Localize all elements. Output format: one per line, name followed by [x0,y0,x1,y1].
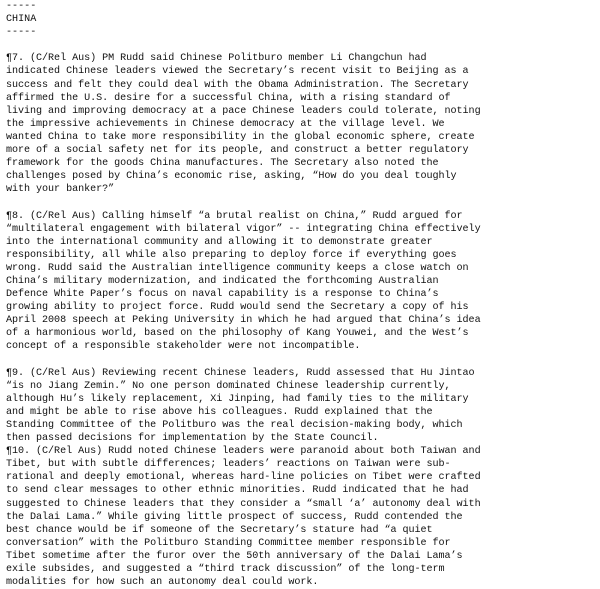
section-rule-top: ----- [6,1,37,12]
paragraph-line: China’s military modernization, and indicated the forthcoming Australian [6,275,439,287]
paragraph-line: best chance would be if someone of the Secretary’s stature had “a quiet [6,524,433,536]
paragraph-line: April 2008 speech at Peking University in which he had argued that China’s idea [6,315,481,327]
paragraph-line: wrong. Rudd said the Australian intelligence community keeps a close watch on [6,262,469,274]
paragraph-line: rational and deeply emotional, whereas hard-line policies on Tibet were crafted [6,472,481,484]
paragraph-line: Tibet, but with subtle differences; leaders’ reactions on Taiwan were sub- [6,459,451,471]
paragraph-line: then passed decisions for implementation by the State Council. [6,433,379,445]
paragraph-line: Tibet sometime after the furor over the 50th anniversary of the Dalai Lama’s [6,550,463,562]
paragraph-line: the Dalai Lama.” While giving little prospect of success, Rudd contended the [6,511,463,523]
paragraph-line: the impressive achievements in Chinese democracy at the village level. We [6,118,445,130]
section-rule-bottom: ----- [6,27,37,39]
paragraph-line: living and improving democracy at a pace Chinese leaders could tolerate, noting [6,105,481,117]
paragraph-p8 [6,210,596,354]
paragraph-p9 [6,367,596,446]
section-header [6,0,596,39]
paragraph-line: and might be able to rise above his colleagues. Rudd explained that the [6,406,433,418]
section-title: CHINA [6,14,37,26]
paragraph-line: ¶9. (C/Rel Aus) Reviewing recent Chinese leaders, Rudd assessed that Hu Jintao [6,367,475,379]
paragraph-line: modalities for how such an autonomy deal could work. [6,577,319,589]
paragraph-line: conversation” with the Politburo Standing Committee member responsible for [6,537,451,549]
paragraph-line: although Hu’s likely replacement, Xi Jinping, had family ties to the military [6,393,469,405]
paragraph-line: concept of a responsible stakeholder were not incompatible. [6,341,361,353]
document-body [6,0,596,589]
paragraph-p10 [6,445,596,589]
paragraph-line: more of a social safety net for its people, and construct a better regulatory [6,145,469,157]
paragraph-line: suggested to Chinese leaders that they consider a “small ‘a’ autonomy deal with [6,498,481,510]
paragraph-line: Defence White Paper’s focus on naval capability is a response to China’s [6,289,439,301]
paragraph-line: wanted China to take more responsibility in the global economic sphere, create [6,131,475,143]
paragraph-line: indicated Chinese leaders viewed the Secretary’s recent visit to Beijing as a [6,66,469,78]
paragraph-line: “is no Jiang Zemin.” No one person dominated Chinese leadership currently, [6,380,451,392]
paragraph-p7 [6,52,596,196]
paragraph-line: success and felt they could deal with the Obama Administration. The Secretary [6,79,469,91]
paragraph-line: to send clear messages to other ethnic minorities. Rudd indicated that he had [6,485,469,497]
paragraph-line: ¶7. (C/Rel Aus) PM Rudd said Chinese Politburo member Li Changchun had [6,53,427,65]
paragraph-line: challenges posed by China’s economic rise, asking, “How do you deal toughly [6,171,457,183]
paragraph-line: “multilateral engagement with bilateral vigor” -- integrating China effectively [6,223,481,235]
paragraph-line: exile subsides, and suggested a “third track discussion” of the long-term [6,564,445,576]
spacer [6,354,596,367]
spacer [6,196,596,209]
paragraph-list [6,52,596,589]
paragraph-line: ¶10. (C/Rel Aus) Rudd noted Chinese leaders were paranoid about both Taiwan and [6,446,481,458]
paragraph-line: growing ability to project force. Rudd would send the Secretary a copy of his [6,302,469,314]
spacer [6,39,596,52]
paragraph-line: with your banker?” [6,184,115,196]
paragraph-line: framework for the goods China manufactures. The Secretary also noted the [6,158,439,170]
paragraph-line: Standing Committee of the Politburo was the real decision-making body, which [6,420,463,431]
paragraph-line: of a harmonious world, based on the philosophy of Kang Youwei, and the West’s [6,328,469,340]
paragraph-line: responsibility, all while also preparing to deploy force if everything goes [6,249,457,261]
paragraph-line: into the international community and allowing it to demonstrate greater [6,236,433,248]
paragraph-line: affirmed the U.S. desire for a successful China, with a rising standard of [6,92,451,104]
paragraph-line: ¶8. (C/Rel Aus) Calling himself “a brutal realist on China,” Rudd argued for [6,210,463,222]
